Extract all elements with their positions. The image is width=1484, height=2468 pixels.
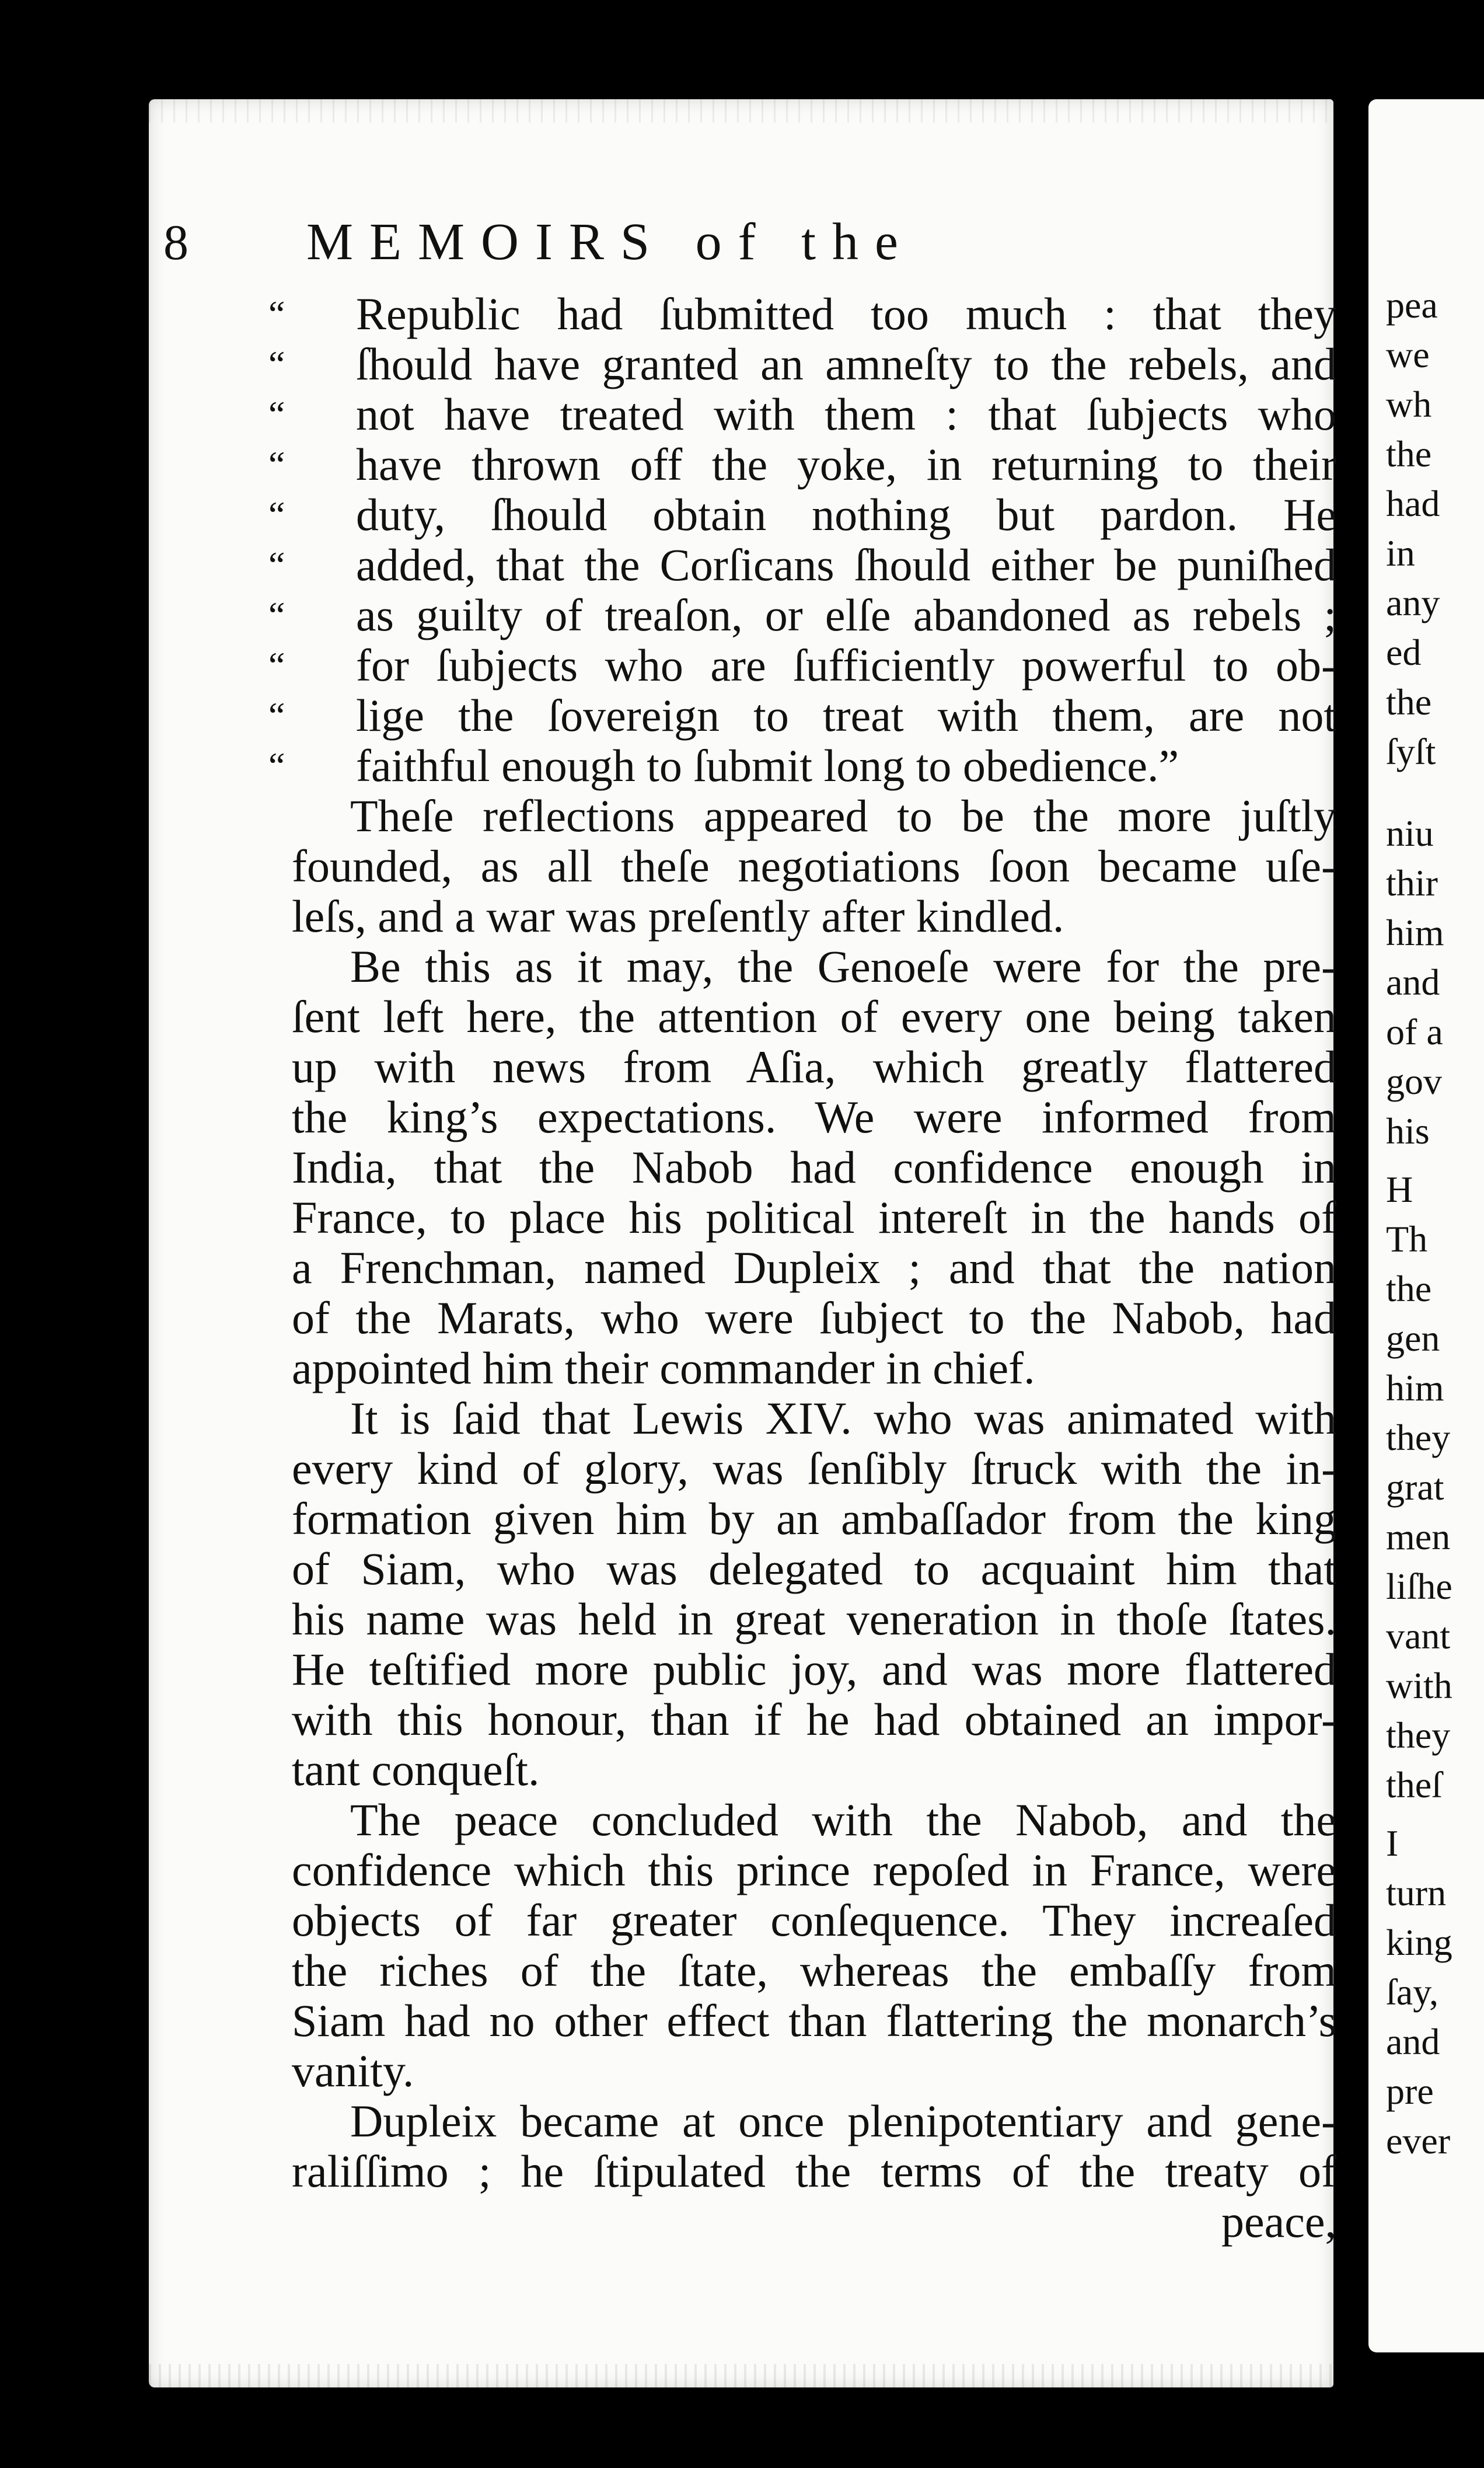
quoted-line bbox=[268, 439, 1336, 490]
next-page-fragment: ed bbox=[1386, 632, 1422, 673]
quoted-line-text: not have treated with them : that ſubjects who bbox=[356, 389, 1336, 440]
text-line: with this honour, than if he had obtained an impor- bbox=[292, 1694, 1336, 1745]
next-page-fragment: niu bbox=[1386, 813, 1434, 854]
quote-mark: “ bbox=[268, 644, 285, 686]
text-line: objects of far greater conſequence. They increaſed bbox=[292, 1895, 1336, 1946]
quote-mark: “ bbox=[268, 444, 285, 485]
quoted-line-text: for ſubjects who are ſufficiently powerful to ob- bbox=[356, 640, 1336, 691]
quote-mark: “ bbox=[268, 343, 285, 385]
text-line: founded, as all theſe negotiations ſoon became uſe- bbox=[292, 841, 1336, 891]
next-page-fragment: Th bbox=[1386, 1218, 1428, 1260]
body-text bbox=[268, 288, 1336, 2247]
quote-mark: “ bbox=[268, 544, 285, 585]
text-line: raliſſimo ; he ſtipulated the terms of the treaty of bbox=[292, 2146, 1336, 2197]
paragraph bbox=[292, 791, 1336, 942]
quote-mark: “ bbox=[268, 594, 285, 636]
text-line: Dupleix became at once plenipotentiary and gene- bbox=[350, 2096, 1336, 2146]
quote-mark: “ bbox=[268, 293, 285, 334]
paragraph bbox=[292, 2096, 1336, 2197]
paragraph bbox=[292, 1795, 1336, 2096]
text-line: It is ſaid that Lewis XIV. who was animated with bbox=[350, 1393, 1336, 1444]
next-page-fragment: him bbox=[1386, 912, 1444, 953]
text-line: France, to place his political intereſt in the hands of bbox=[292, 1192, 1336, 1243]
quoted-line bbox=[268, 539, 1336, 590]
page-edge-noise bbox=[149, 99, 1333, 123]
text-line: Be this as it may, the Genoeſe were for the pre- bbox=[350, 941, 1336, 992]
next-page-fragment: theſ bbox=[1386, 1764, 1442, 1805]
quoted-line bbox=[268, 389, 1336, 440]
quote-mark: “ bbox=[268, 695, 285, 736]
text-line: formation given him by an ambaſſador from the king bbox=[292, 1493, 1336, 1544]
page-edge-noise bbox=[149, 2364, 1333, 2387]
text-line: confidence which this prince repoſed in France, were bbox=[292, 1845, 1336, 1895]
next-page-fragment: pre bbox=[1386, 2070, 1434, 2112]
quote-mark: “ bbox=[268, 393, 285, 435]
text-line: He teſtified more public joy, and was more flattered bbox=[292, 1644, 1336, 1695]
quoted-line bbox=[268, 339, 1336, 389]
text-line: India, that the Nabob had confidence enough in bbox=[292, 1142, 1336, 1193]
next-page-fragment: they bbox=[1386, 1417, 1451, 1458]
quotation-block bbox=[268, 288, 1336, 791]
paragraph bbox=[292, 1393, 1336, 1795]
text-line: the king’s expectations. We were informed from bbox=[292, 1092, 1336, 1142]
quoted-line-text: Republic had ſubmitted too much : that they bbox=[356, 288, 1336, 339]
next-page-fragment: king bbox=[1386, 1922, 1452, 1963]
next-page-fragment: any bbox=[1386, 582, 1440, 623]
text-line: a Frenchman, named Dupleix ; and that the nation bbox=[292, 1242, 1336, 1293]
quoted-line-text: lige the ſovereign to treat with them, are not bbox=[356, 690, 1336, 741]
quoted-line bbox=[268, 740, 1336, 791]
next-page-fragment: grat bbox=[1386, 1466, 1444, 1508]
next-page-fragment: gov bbox=[1386, 1061, 1442, 1102]
quoted-line-text: faithful enough to ſubmit long to obedience.” bbox=[356, 740, 1179, 791]
next-page-fragment: they bbox=[1386, 1714, 1451, 1756]
paragraph bbox=[292, 942, 1336, 1393]
text-line: of Siam, who was delegated to acquaint him that bbox=[292, 1543, 1336, 1594]
quoted-line bbox=[268, 489, 1336, 540]
quoted-line bbox=[268, 690, 1336, 741]
text-line: the riches of the ſtate, whereas the embaſſy from bbox=[292, 1945, 1336, 1996]
quoted-line bbox=[268, 590, 1336, 640]
quoted-line bbox=[268, 288, 1336, 339]
next-page-fragment: pea bbox=[1386, 284, 1438, 326]
catchword: peace, bbox=[1221, 2196, 1336, 2247]
next-page-fragment: gen bbox=[1386, 1317, 1440, 1359]
next-page-fragment: men bbox=[1386, 1516, 1451, 1557]
text-line: ſent left here, the attention of every one being taken bbox=[292, 991, 1336, 1042]
quoted-line-text: have thrown off the yoke, in returning to their bbox=[356, 439, 1336, 490]
quoted-line-text: as guilty of treaſon, or elſe abandoned as rebels ; bbox=[356, 590, 1336, 640]
next-page-fragment: him bbox=[1386, 1367, 1444, 1409]
next-page-fragment: H bbox=[1386, 1169, 1413, 1210]
next-page-fragment: liſhe bbox=[1386, 1566, 1452, 1607]
quoted-line-text: duty, ſhould obtain nothing but pardon. He bbox=[356, 489, 1336, 540]
next-page-fragment: his bbox=[1386, 1110, 1430, 1152]
next-page-fragment: we bbox=[1386, 334, 1430, 375]
next-page-fragment: the bbox=[1386, 681, 1432, 723]
next-page-fragment: ever bbox=[1386, 2120, 1451, 2162]
next-page-fragment: wh bbox=[1386, 384, 1432, 425]
text-line: up with news from Aſia, which greatly flattered bbox=[292, 1041, 1336, 1092]
page-number: 8 bbox=[163, 214, 188, 270]
next-page-fragment: had bbox=[1386, 483, 1440, 524]
quoted-line-text: added, that the Corſicans ſhould either be puniſhed bbox=[356, 539, 1336, 590]
next-page-fragment: thir bbox=[1386, 862, 1438, 904]
next-page-fragment: I bbox=[1386, 1822, 1399, 1864]
quoted-line-text: ſhould have granted an amneſty to the rebels, and bbox=[356, 339, 1336, 389]
text-line: tant conqueſt. bbox=[292, 1744, 540, 1795]
quote-mark: “ bbox=[268, 745, 285, 786]
text-line: Theſe reflections appeared to be the more juſtly bbox=[350, 790, 1336, 841]
next-page-edge bbox=[1368, 99, 1484, 2352]
text-line: Siam had no other effect than flattering the monarch’s bbox=[292, 1995, 1336, 2046]
next-page-fragment: and bbox=[1386, 961, 1440, 1003]
next-page-fragment: turn bbox=[1386, 1872, 1447, 1913]
text-line: appointed him their commander in chief. bbox=[292, 1343, 1035, 1393]
next-page-fragment: and bbox=[1386, 2021, 1440, 2062]
page-header bbox=[163, 210, 1202, 274]
text-line: leſs, and a war was preſently after kindled. bbox=[292, 891, 1064, 942]
next-page-fragment: of a bbox=[1386, 1011, 1443, 1052]
text-line: his name was held in great veneration in thoſe ſtates. bbox=[292, 1594, 1336, 1644]
quoted-line bbox=[268, 640, 1336, 691]
paragraphs bbox=[292, 791, 1336, 2197]
next-page-fragment: ſay, bbox=[1386, 1971, 1439, 2013]
next-page-fragment: the bbox=[1386, 433, 1432, 475]
text-line: every kind of glory, was ſenſibly ſtruck with the in- bbox=[292, 1443, 1336, 1494]
text-line: The peace concluded with the Nabob, and the bbox=[350, 1794, 1336, 1845]
next-page-fragment: vant bbox=[1386, 1615, 1451, 1657]
next-page-fragment: in bbox=[1386, 532, 1415, 574]
next-page-fragment: the bbox=[1386, 1268, 1432, 1309]
running-head: MEMOIRS of the bbox=[306, 213, 914, 271]
text-line: of the Marats, who were ſubject to the Nabob, had bbox=[292, 1292, 1336, 1343]
text-line: vanity. bbox=[292, 2045, 414, 2096]
next-page-fragment: ſyſt bbox=[1386, 731, 1436, 772]
quote-mark: “ bbox=[268, 494, 285, 535]
next-page-fragment: with bbox=[1386, 1665, 1452, 1706]
